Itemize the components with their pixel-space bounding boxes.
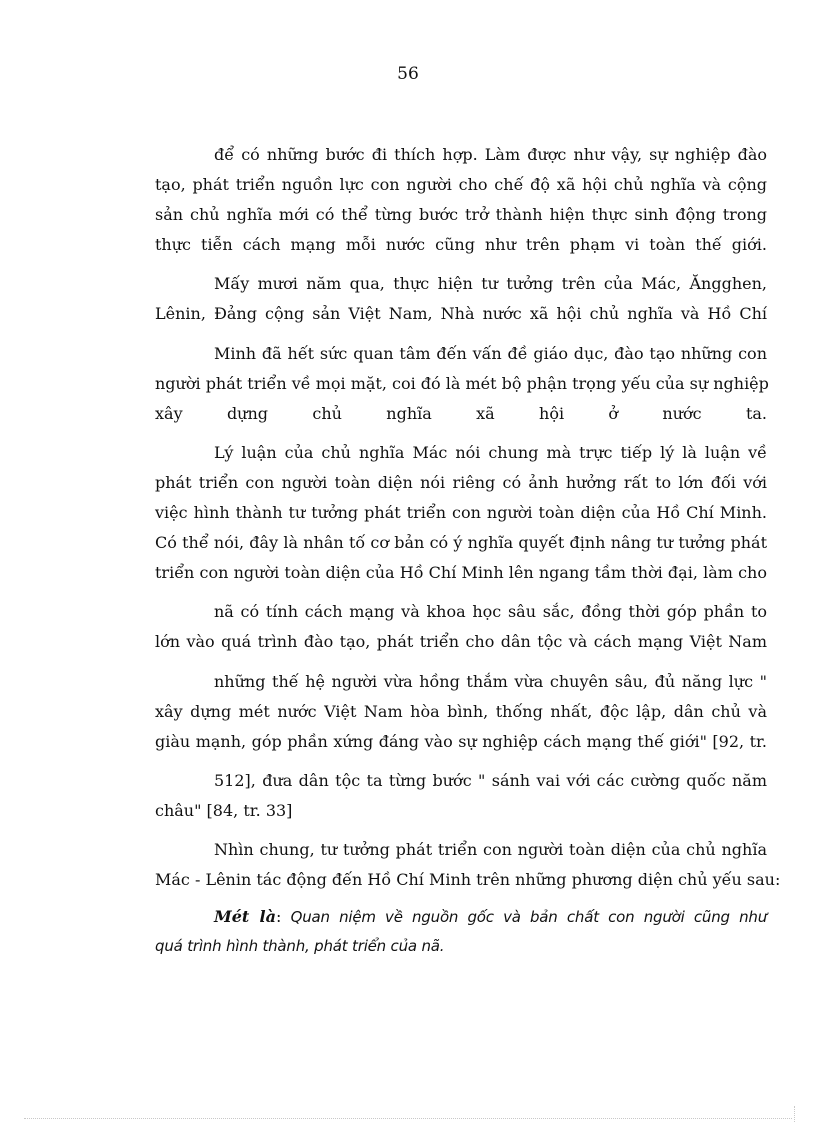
emphasis-paragraph-continued (155, 934, 767, 958)
page-border-dotted (24, 1118, 792, 1119)
body-text-line: phát triển con người toàn diện nói riêng có ảnh hưởng rất to lớn đối với (155, 473, 767, 492)
body-text-line: để có những bước đi thích hợp. Làm được như vậy, sự nghiệp đào (214, 145, 767, 164)
body-text-line: lớn vào quá trình đào tạo, phát triển cho dân tộc và cách mạng Việt Nam (155, 632, 767, 651)
emphasis-text-continued: quá trình hình thành, phát triển của nã. (155, 937, 445, 955)
body-text-line: sản chủ nghĩa mới có thể từng bước trở thành hiện thực sinh động trong (155, 205, 767, 224)
body-text-line: những thế hệ người vừa hồng thắm vừa chuyên sâu, đủ năng lực " (214, 672, 767, 691)
body-text-line: thực tiễn cách mạng mỗi nước cũng như trên phạm vi toàn thế giới. (155, 235, 767, 254)
body-text-line: triển con người toàn diện của Hồ Chí Minh lên ngang tầm thời đại, làm cho (155, 563, 767, 582)
body-text-line: Nhìn chung, tư tưởng phát triển con người toàn diện của chủ nghĩa (214, 840, 767, 859)
body-text-line: 512], đưa dân tộc ta từng bước " sánh vai với các cường quốc năm (214, 771, 767, 790)
body-text-line: giàu mạnh, góp phần xứng đáng vào sự nghiệp cách mạng thế giới" [92, tr. (155, 732, 767, 751)
emphasis-paragraph (214, 905, 767, 929)
body-text-line: người phát triển về mọi mặt, coi đó là mét bộ phận trọng yếu của sự nghiệp (155, 374, 769, 393)
body-text-line: Minh đã hết sức quan tâm đến vấn đề giáo dục, đào tạo những con (214, 344, 767, 363)
body-text-line: Mấy mươi năm qua, thực hiện tư tưởng trên của Mác, Ăngghen, (214, 274, 767, 293)
body-text-line: Mác - Lênin tác động đến Hồ Chí Minh trên những phương diện chủ yếu sau: (155, 870, 781, 889)
body-text-line: xây dựng mét nước Việt Nam hòa bình, thống nhất, độc lập, dân chủ và (155, 702, 767, 721)
body-text-line: Có thể nói, đây là nhân tố cơ bản có ý nghĩa quyết định nâng tư tưởng phát (155, 533, 767, 552)
page-number: 56 (397, 64, 419, 84)
body-text-line: châu" [84, tr. 33] (155, 801, 293, 820)
body-text-line: tạo, phát triển nguồn lực con người cho chế độ xã hội chủ nghĩa và cộng (155, 175, 767, 194)
body-text-line: xây dựng chủ nghĩa xã hội ở nước ta. (155, 404, 767, 423)
body-text-line: nã có tính cách mạng và khoa học sâu sắc, đồng thời góp phần to (214, 602, 767, 621)
emphasis-text: Quan niệm về nguồn gốc và bản chất con người cũng như (281, 908, 767, 926)
body-text-line: Lênin, Đảng cộng sản Việt Nam, Nhà nước xã hội chủ nghĩa và Hồ Chí (155, 304, 767, 323)
emphasis-colon: : (275, 907, 282, 926)
page-corner-mark (794, 1106, 795, 1122)
emphasis-label: Mét là (214, 907, 276, 926)
body-text-line: Lý luận của chủ nghĩa Mác nói chung mà trực tiếp lý là luận về (214, 443, 767, 462)
body-text-line: việc hình thành tư tưởng phát triển con người toàn diện của Hồ Chí Minh. (155, 503, 767, 522)
